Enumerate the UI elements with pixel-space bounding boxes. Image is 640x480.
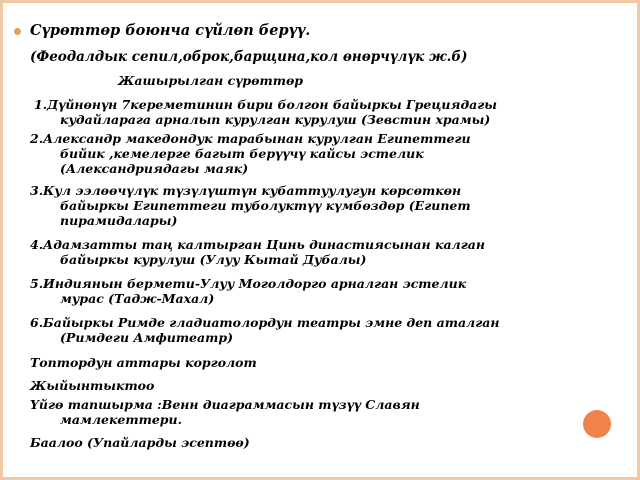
item-1-line-2: кудайларага арналып курулган курулуш (Зевстин храмы): [60, 112, 491, 127]
hidden-pictures-label: Жашырылган сүрөттөр: [118, 73, 304, 88]
item-1-line-1: 1.Дүйнөнүн 7кереметинин бири болгон байыркы Грециядагы: [34, 97, 497, 112]
item-3-line-2: байыркы Египеттеги туболуктүү күмбөздөр (Египет: [60, 198, 471, 213]
frame-top-edge: [0, 0, 640, 3]
item-4-line-1: 4.Адамзатты таң калтырган Цинь династиясынан калган: [30, 237, 485, 252]
footer-line-groups: Топтордун аттары корголот: [30, 355, 257, 370]
item-4-line-2: байыркы курулуш (Улуу Кытай Дубалы): [60, 252, 367, 267]
title-text: Сүрөттөр боюнча сүйлөп берүү.: [30, 22, 311, 39]
subtitle: (Феодалдык сепил,оброк,барщина,кол өнөрчүлүк ж.б): [30, 49, 468, 65]
footer-line-grading: Баалоо (Упайларды эсептөө): [30, 435, 250, 450]
item-3-line-1: 3.Кул ээлөөчүлүк түзүлүштүн кубаттуулугун көрсөткөн: [30, 183, 462, 198]
footer-line-summary: Жыйынтыктоо: [30, 378, 155, 393]
item-3-line-3: пирамидалары): [60, 213, 178, 228]
footer-line-homework: Үйгө тапшырма :Венн диаграммасын түзүү Славян: [30, 397, 420, 412]
item-2-line-3: (Александриядагы маяк): [60, 161, 249, 176]
item-6-line-1: 6.Байыркы Римде гладиатолордун театры эмне деп аталган: [30, 315, 500, 330]
item-2-line-2: бийик ,кемелерге багыт берүүчү кайсы эстелик: [60, 146, 424, 161]
bullet-icon: [14, 28, 21, 35]
item-6-line-2: (Римдеги Амфитеатр): [60, 330, 233, 345]
decorative-circle: [583, 410, 611, 438]
item-2-line-1: 2.Александр македондук тарабынан курулган Египеттеги: [30, 131, 471, 146]
item-5-line-1: 5.Индиянын бермети-Улуу Моголдорго арналган эстелик: [30, 276, 467, 291]
footer-line-homework-cont: мамлекеттери.: [60, 412, 182, 427]
slide-title: [14, 22, 310, 39]
item-5-line-2: мурас (Тадж-Махал): [60, 291, 215, 306]
